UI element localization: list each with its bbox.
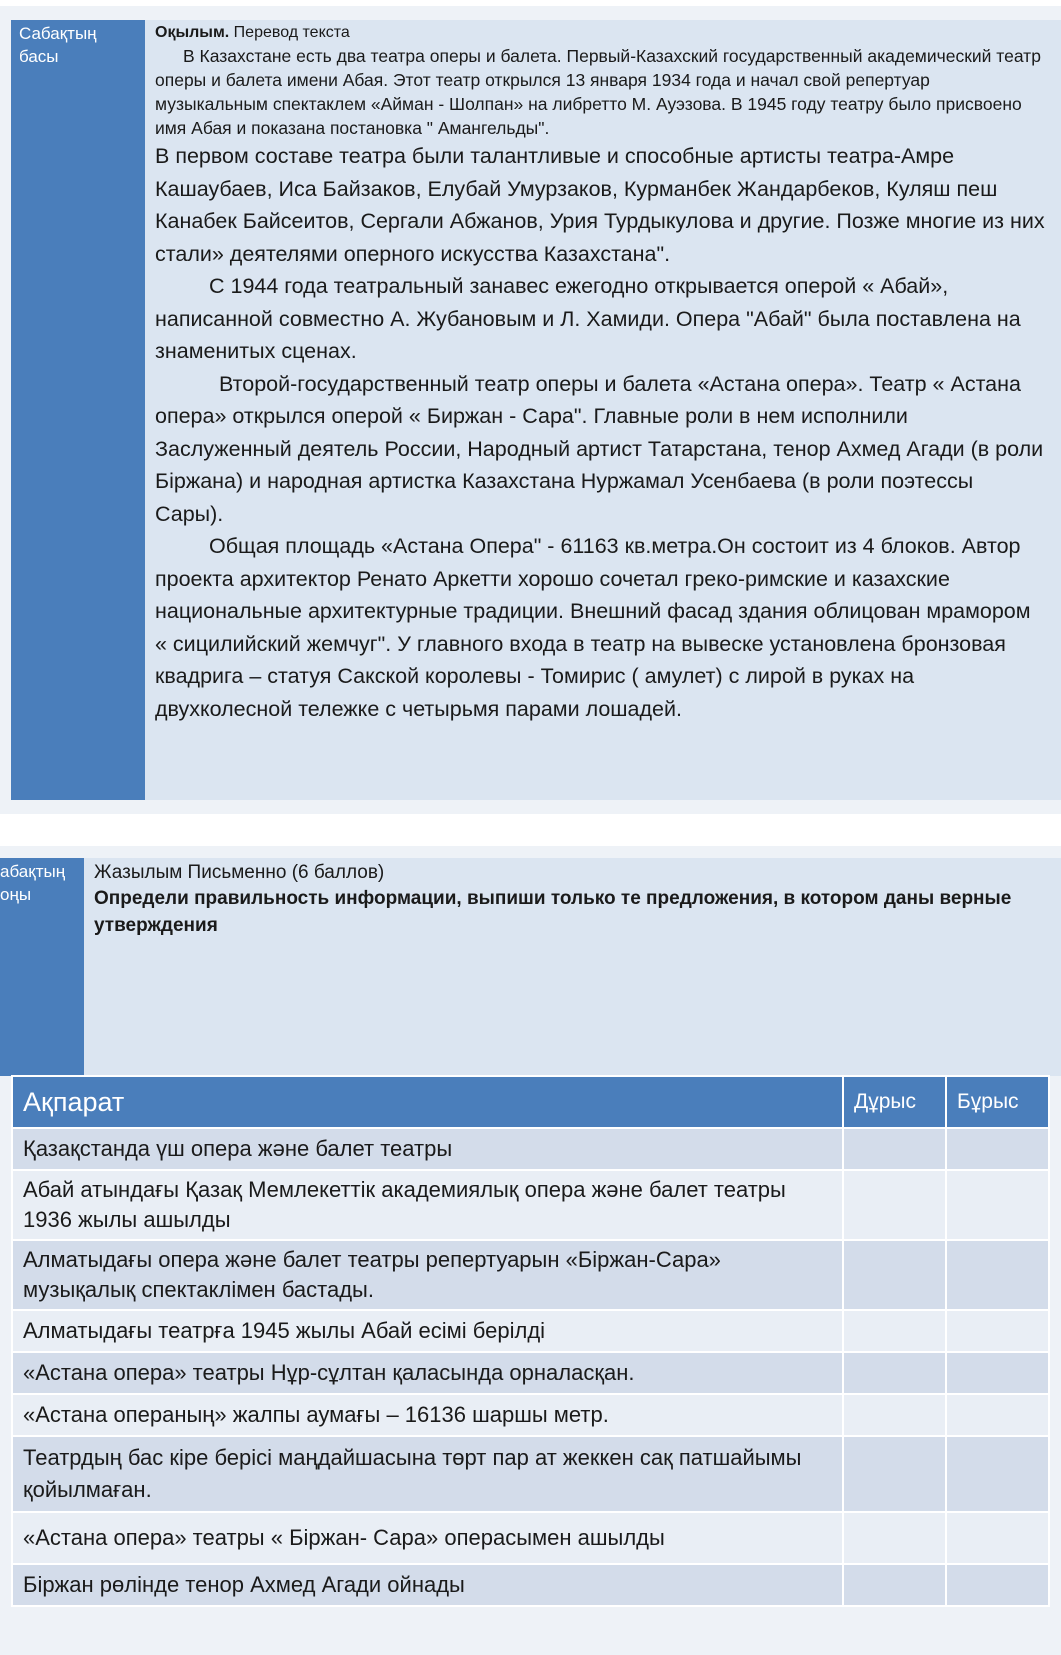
statement-cell: «Астана операның» жалпы аумағы – 16136 шаршы метр. bbox=[12, 1394, 843, 1436]
reading-header bbox=[155, 22, 1047, 44]
paragraph-3: С 1944 года театральный занавес ежегодно открывается оперой « Абай», написанной совместно А. Жубановым и Л. Хамиди. Опера "Абай" была поставлена на знаменитых сценах. bbox=[155, 274, 1021, 363]
statement-cell: «Астана опера» театры « Біржан- Сара» операсымен ашылды bbox=[12, 1512, 843, 1564]
incorrect-cell[interactable] bbox=[946, 1240, 1049, 1310]
statement-cell: Алматыдағы театрға 1945 жылы Абай есімі берілді bbox=[12, 1310, 843, 1352]
header-incorrect: Бұрыс bbox=[946, 1076, 1049, 1128]
lesson-start-label: Сабақтың басы bbox=[11, 20, 145, 800]
paragraph-5: Общая площадь «Астана Опера" - 61163 кв.метра.Он состоит из 4 блоков. Автор проекта архитектор Ренато Аркетти хорошо сочетал греко-римские и казахские национальные архитектурные традиции. Внешний фасад здания облицован мрамором « сицилийский жемчуг". У главного входа в театр на вывеске установлена бронзовая квадрига – статуя Сакской королевы - Томирис ( амулет) с лирой в руках на двухколесной тележке с четырьмя парами лошадей. bbox=[155, 534, 1031, 721]
statement-cell: Абай атындағы Қазақ Мемлекеттік академиялық опера және балет театры 1936 жылы ашылды bbox=[12, 1170, 843, 1240]
paragraph-2: В первом составе театра были талантливые и способные артисты театра-Амре Кашаубаев, Иса Байзаков, Елубай Умурзаков, Курманбек Жандарбеков, Куляш пеш Канабек Байсеитов, Сергали Абжанов, Урия Турдыкулова и другие. Позже многие из них стали» деятелями оперного искусства Казахстана". bbox=[155, 144, 1045, 266]
statement-cell: Алматыдағы опера және балет театры репертуарын «Біржан-Сара» музықалық спектаклімен бастады. bbox=[12, 1240, 843, 1310]
incorrect-cell[interactable] bbox=[946, 1352, 1049, 1394]
correct-cell[interactable] bbox=[843, 1436, 946, 1512]
table-row bbox=[12, 1564, 1049, 1606]
header-correct: Дұрыс bbox=[843, 1076, 946, 1128]
statement-cell: Қазақстанда үш опера және балет театры bbox=[12, 1128, 843, 1170]
incorrect-cell[interactable] bbox=[946, 1512, 1049, 1564]
table-row bbox=[12, 1170, 1049, 1240]
correct-cell[interactable] bbox=[843, 1394, 946, 1436]
writing-task-title: Жазылым Письменно (6 баллов) bbox=[94, 862, 385, 883]
table-row bbox=[12, 1240, 1049, 1310]
incorrect-cell[interactable] bbox=[946, 1436, 1049, 1512]
paragraph-1: В Казахстане есть два театра оперы и балета. Первый-Казахский государственный академический театр оперы и балета имени Абая. Этот театр открылся 13 января 1934 года и начал свой репертуар музыкальным спектаклем «Айман - Шолпан» на либретто М. Ауэзова. В 1945 году театру было присвоено имя Абая и показана постановка " Амангельды". bbox=[155, 46, 1041, 138]
correct-cell[interactable] bbox=[843, 1352, 946, 1394]
correct-cell[interactable] bbox=[843, 1170, 946, 1240]
incorrect-cell[interactable] bbox=[946, 1310, 1049, 1352]
statement-cell: Біржан рөлінде тенор Ахмед Агади ойнады bbox=[12, 1564, 843, 1606]
correct-cell[interactable] bbox=[843, 1512, 946, 1564]
header-info: Ақпарат bbox=[12, 1076, 843, 1128]
table-header-row bbox=[12, 1076, 1049, 1128]
correct-cell[interactable] bbox=[843, 1310, 946, 1352]
incorrect-cell[interactable] bbox=[946, 1128, 1049, 1170]
table-row bbox=[12, 1512, 1049, 1564]
incorrect-cell[interactable] bbox=[946, 1564, 1049, 1606]
reading-text-panel bbox=[145, 20, 1061, 800]
writing-task-panel bbox=[84, 858, 1061, 1076]
reading-header-rest: Перевод текста bbox=[229, 24, 350, 41]
incorrect-cell[interactable] bbox=[946, 1394, 1049, 1436]
table-row bbox=[12, 1436, 1049, 1512]
paragraph-4: Второй-государственный театр оперы и балета «Астана опера». Театр « Астана опера» открылся оперой « Биржан - Сара". Главные роли в нем исполнили Заслуженный деятель России, Народный артист Татарстана, тенор Ахмед Агади (в роли Біржана) и народная артистка Казахстана Нуржамал Усенбаева (в роли поэтессы Сары). bbox=[155, 371, 1044, 526]
statement-cell: Театрдың бас кіре берісі маңдайшасына төрт пар ат жеккен сақ патшайымы қойылмаған. bbox=[12, 1436, 843, 1512]
true-false-table bbox=[11, 1075, 1050, 1607]
reading-header-bold: Оқылым. bbox=[155, 24, 230, 41]
table-row bbox=[12, 1394, 1049, 1436]
table-row bbox=[12, 1310, 1049, 1352]
writing-task-instructions: Определи правильность информации, выпиши только те предложения, в котором даны верные утверждения bbox=[94, 888, 1012, 936]
correct-cell[interactable] bbox=[843, 1128, 946, 1170]
lesson-end-label bbox=[0, 858, 84, 1076]
correct-cell[interactable] bbox=[843, 1240, 946, 1310]
correct-cell[interactable] bbox=[843, 1564, 946, 1606]
statement-cell: «Астана опера» театры Нұр-сұлтан қаласында орналасқан. bbox=[12, 1352, 843, 1394]
table-row bbox=[12, 1128, 1049, 1170]
lesson-end-label-text: абақтың оңы bbox=[0, 862, 66, 904]
table-row bbox=[12, 1352, 1049, 1394]
incorrect-cell[interactable] bbox=[946, 1170, 1049, 1240]
